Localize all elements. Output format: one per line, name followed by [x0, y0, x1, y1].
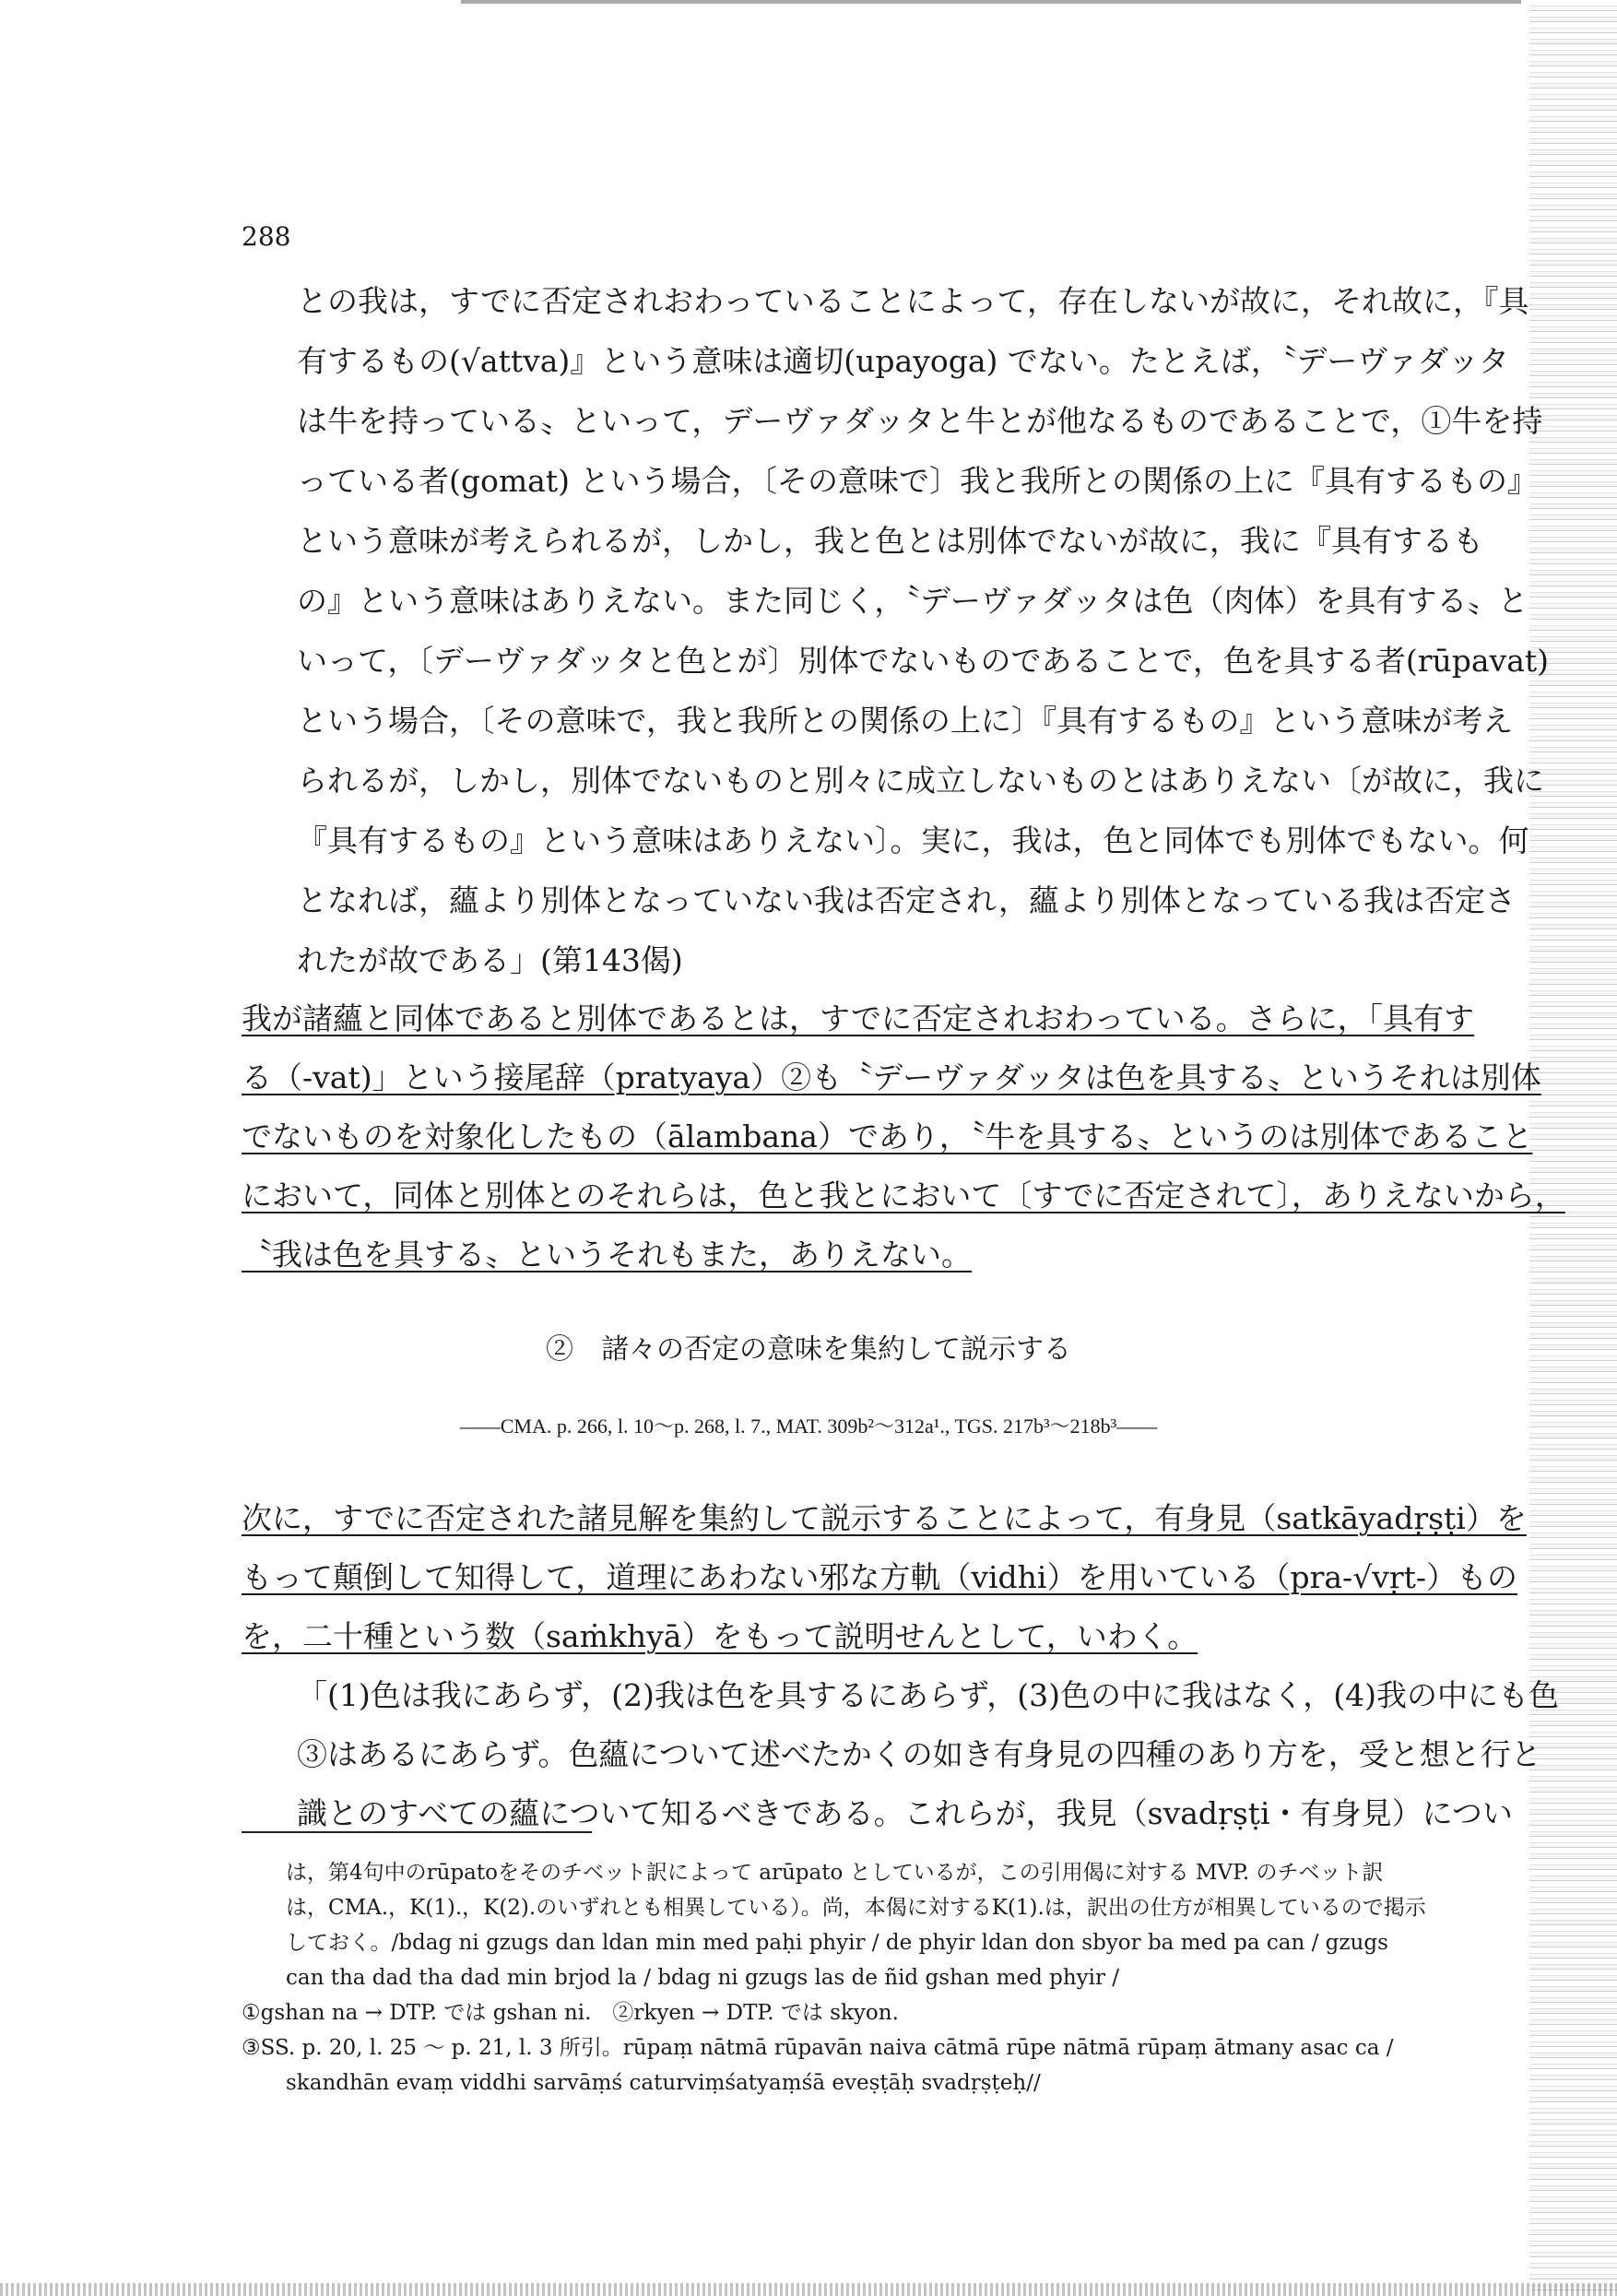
quote-line: との我は，すでに否定されおわっていることによって，存在しないが故に，それ故に，『具 — [297, 283, 1529, 319]
quote-line: の』という意味はありえない。また同じく，〝デーヴァダッタは色（肉体）を具有する〟と — [297, 583, 1528, 619]
quote-line: 『具有するもの』という意味はありえない〕。実に，我は，色と同体でも別体でもない。何 — [297, 823, 1529, 858]
section-heading: ② 諸々の否定の意味を集約して説示する — [546, 1333, 1071, 1366]
quote-line: いって，〔デーヴァダッタと色とが〕別体でないものであることで，色を具する者(rūpavat) — [297, 643, 1550, 679]
footnote-separator — [242, 1831, 592, 1833]
commentary-line: でないものを対象化したもの（ālambana）であり，〝牛を具する〟というのは別体であること — [242, 1118, 1533, 1154]
quote-line: となれば，蘊より別体となっていない我は否定され，蘊より別体となっている我は否定さ — [297, 882, 1516, 918]
quote-line: 有するもの(√attva)』という意味は適切(upayoga) でない。たとえば，〝デーヴァダッタ — [297, 343, 1510, 379]
quote2-line: 「(1)色は我にあらず，(2)我は色を具するにあらず，(3)色の中に我はなく，(4)我の中にも色 — [297, 1677, 1560, 1713]
footnote-line: しておく。/bdag ni gzugs dan ldan min med paḥi phyir / de phyir ldan don sbyor ba med pa can / gzugs — [286, 1931, 1388, 1955]
commentary-line: 〝我は色を具する〟というそれもまた，ありえない。 — [242, 1237, 972, 1272]
footnote-line: は，CMA.，K(1).，K(2).のいずれとも相異している）。尚，本偈に対するK(1).は，訳出の仕方が相異しているので掲示 — [286, 1896, 1426, 1920]
footnote-line: は，第4句中のrūpatoをそのチベット訳によって arūpato としているが，この引用偈に対する MVP. のチベット訳 — [286, 1861, 1384, 1885]
quote2-line: ③はあるにあらず。色蘊について述べたかくの如き有身見の四種のあり方を，受と想と行と — [297, 1736, 1541, 1772]
quote-line: という意味が考えられるが，しかし，我と色とは別体でないが故に，我に『具有するも — [297, 523, 1483, 559]
scan-top-edge — [461, 0, 1521, 4]
quote-line: は牛を持っている〟といって，デーヴァダッタと牛とが他なるものであることで，①牛を持 — [297, 403, 1543, 439]
commentary-line: 我が諸蘊と同体であると別体であるとは，すでに否定されおわっている。さらに，「具有す — [242, 1000, 1475, 1036]
quote-line: という場合，〔その意味で，我と我所との関係の上に〕『具有するもの』という意味が考え — [297, 703, 1514, 739]
source-reference: ——CMA. p. 266, l. 10～p. 268, l. 7., MAT. 309b²～312a¹., TGS. 217b³～218b³—— — [459, 1414, 1158, 1438]
footnote-line: ③SS. p. 20, l. 25 ～ p. 21, l. 3 所引。rūpaṃ nātmā rūpavān naiva cātmā rūpe nātmā rūpaṃ ātmany asac ca / — [242, 2036, 1394, 2060]
scan-right-edge — [1529, 0, 1617, 2296]
quote2-line: 識とのすべての蘊について知るべきである。これらが，我見（svadṛṣṭi・有身見）につい — [297, 1795, 1513, 1831]
quote-line: れたが故である」(第143偈) — [297, 942, 683, 978]
section-line: 次に，すでに否定された諸見解を集約して説示することによって，有身見（satkāyadṛṣṭi）を — [242, 1500, 1527, 1536]
footnote-line: skandhān evaṃ viddhi sarvāṃś caturviṃśatyaṃśā eveṣṭāḥ svadṛṣṭeḥ// — [286, 2071, 1041, 2095]
scan-bottom-edge — [0, 2283, 1617, 2296]
quote-line: られるが，しかし，別体でないものと別々に成立しないものとはありえない〔が故に，我に — [297, 763, 1544, 799]
section-line: もって顛倒して知得して，道理にあわない邪な方軌（vidhi）を用いている（pra-√vṛt-）もの — [242, 1559, 1518, 1595]
footnote-line: ①gshan na → DTP. では gshan ni. ②rkyen → DTP. では skyon. — [242, 2001, 899, 2025]
quote-line: っている者(gomat) という場合，〔その意味で〕我と我所との関係の上に『具有するもの』 — [297, 463, 1538, 499]
commentary-line: において，同体と別体とのそれらは，色と我とにおいて〔すでに否定されて〕，ありえないから， — [242, 1178, 1565, 1213]
commentary-line: る（-vat)」という接尾辞（pratyaya）②も〝デーヴァダッタは色を具する〟というそれは別体 — [242, 1059, 1541, 1095]
footnote-line: can tha dad tha dad min brjod la / bdag ni gzugs las de ñid gshan med phyir / — [286, 1966, 1120, 1990]
section-line: を，二十種という数（saṁkhyā）をもって説明せんとして，いわく。 — [242, 1618, 1198, 1654]
page-number: 288 — [242, 221, 291, 252]
